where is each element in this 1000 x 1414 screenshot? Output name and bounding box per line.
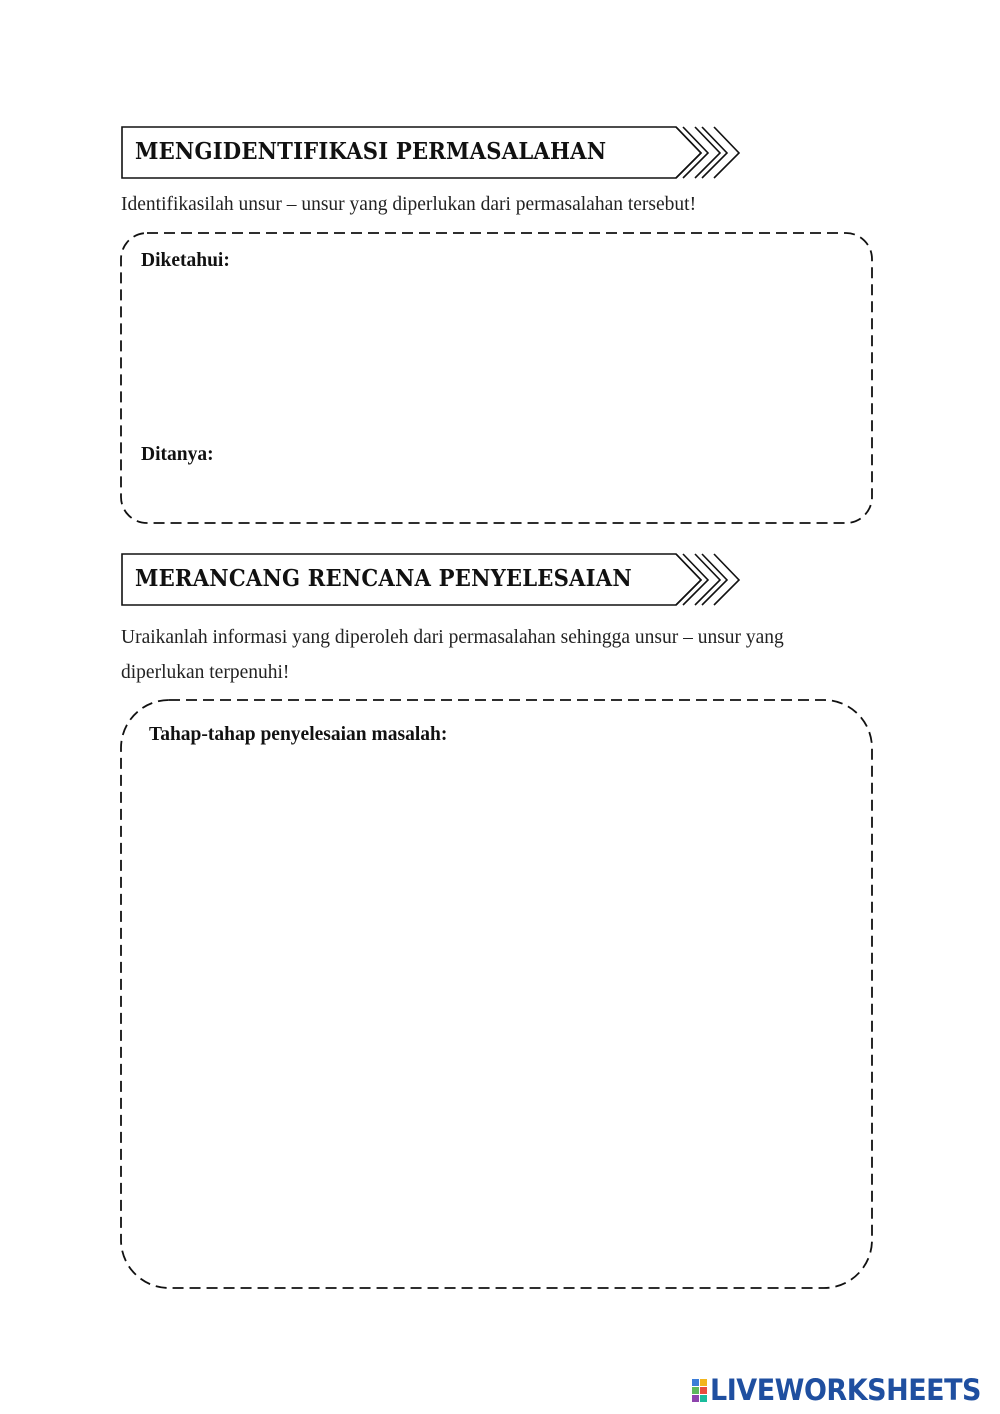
instruction-text-line2: diperlukan terpenuhi! — [121, 662, 290, 683]
dashed-border — [119, 231, 874, 525]
instruction-text-line1: Uraikanlah informasi yang diperoleh dari permasalahan sehingga unsur – unsur yang — [121, 627, 784, 648]
dashed-border — [119, 698, 874, 1290]
instruction-text: Identifikasilah unsur – unsur yang diperlukan dari permasalahan tersebut! — [121, 194, 697, 215]
section-title: MENGIDENTIFIKASI PERMASALAHAN — [135, 138, 607, 165]
brand-text: LIVEWORKSHEETS — [710, 1373, 982, 1407]
label-steps: Tahap-tahap penyelesaian masalah: — [149, 724, 448, 745]
liveworksheets-logo — [692, 1372, 1000, 1408]
label-known: Diketahui: — [141, 250, 230, 271]
section-header-plan — [121, 553, 741, 607]
section-title: MERANCANG RENCANA PENYELESAIAN — [135, 565, 632, 592]
label-asked: Ditanya: — [141, 444, 214, 465]
answer-box-identify[interactable] — [119, 231, 874, 525]
logo-grid-icon — [692, 1379, 707, 1402]
section-header-identify — [121, 126, 741, 180]
answer-box-plan[interactable] — [119, 698, 874, 1290]
